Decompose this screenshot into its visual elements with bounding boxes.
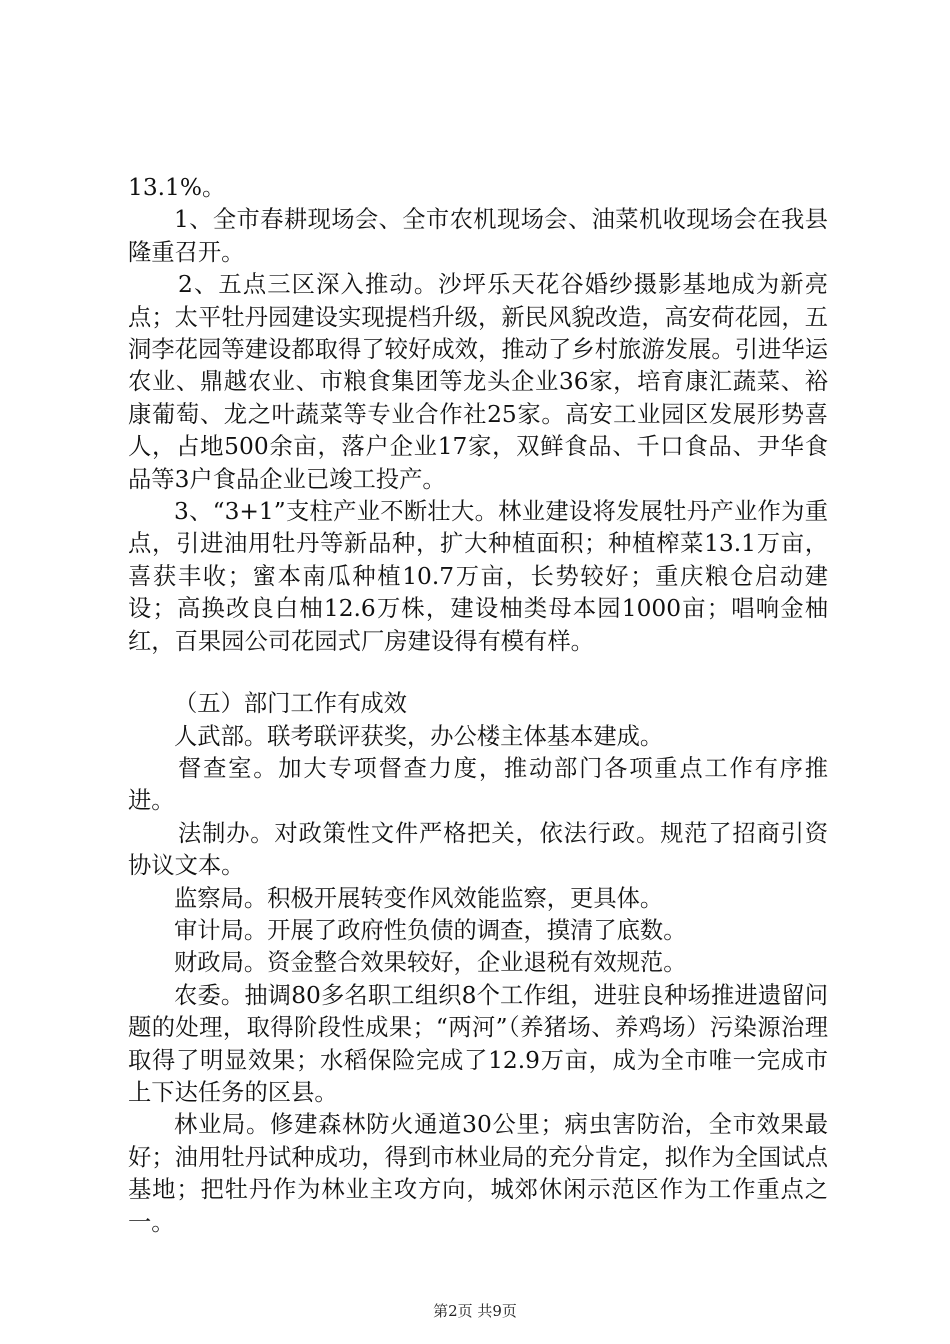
paragraph-item-3: 3、“3+1”支柱产业不断壮大。林业建设将发展牡丹产业作为重点，引进油用牡丹等新品种，扩大种植面积；种植榨菜13.1万亩，喜获丰收；蜜本南瓜种植10.7万亩，长势较好；重庆粮仓启动建设；高换改良白柚12.6万株，建设柚类母本园1000亩；唱响金柚红，百果园公司花园式厂房建设得有模有样。 [128,498,828,655]
paragraph-jiancha: 监察局。积极开展转变作风效能监察，更具体。 [174,884,664,912]
page-number: 第2页 共9页 [433,1302,517,1320]
paragraph-renwubu: 人武部。联考联评获奖，办公楼主体基本建成。 [174,722,664,750]
paragraph-shenji: 审计局。开展了政府性负债的调查，摸清了底数。 [174,916,687,944]
paragraph-linye: 林业局。修建森林防火通道30公里；病虫害防治，全市效果最好；油用牡丹试种成功，得到市林业局的充分肯定，拟作为全国试点基地；把牡丹作为林业主攻方向，城郊休闲示范区作为工作重点之一。 [128,1111,828,1236]
paragraph-item-1: 1、全市春耕现场会、全市农机现场会、油菜机收现场会在我县隆重召开。 [128,206,828,266]
paragraph-ducha: 督查室。加大专项督查力度，推动部门各项重点工作有序推进。 [128,754,828,815]
section-heading: （五）部门工作有成效 [174,690,407,718]
paragraph-fazhi: 法制办。对政策性文件严格把关，依法行政。规范了招商引资协议文本。 [128,819,828,880]
paragraph-item-2: 2、五点三区深入推动。沙坪乐天花谷婚纱摄影基地成为新亮点；太平牡丹园建设实现提档升级，新民风貌改造，高安荷花园，五洞李花园等建设都取得了较好成效，推动了乡村旅游发展。引进华运农业、鼎越农业、市粮食集团等龙头企业36家，培育康汇蔬菜、裕康葡萄、龙之叶蔬菜等专业合作社25家。高安工业园区发展形势喜人，占地500余亩，落户企业17家，双鲜食品、千口食品、尹华食品等3户食品企业已竣工投产。 [128,271,828,493]
paragraph-continuation: 13.1%。 [128,174,226,201]
paragraph-nongwei: 农委。抽调80多名职工组织8个工作组，进驻良种场推进遗留问题的处理，取得阶段性成果；“两河”（养猪场、养鸡场）污染源治理取得了明显效果；水稻保险完成了12.9万亩，成为全市唯一完成市上下达任务的区县。 [128,981,828,1106]
paragraph-caizheng: 财政局。资金整合效果较好，企业退税有效规范。 [174,949,687,977]
section-gap [128,658,828,688]
document-body [128,172,828,1239]
